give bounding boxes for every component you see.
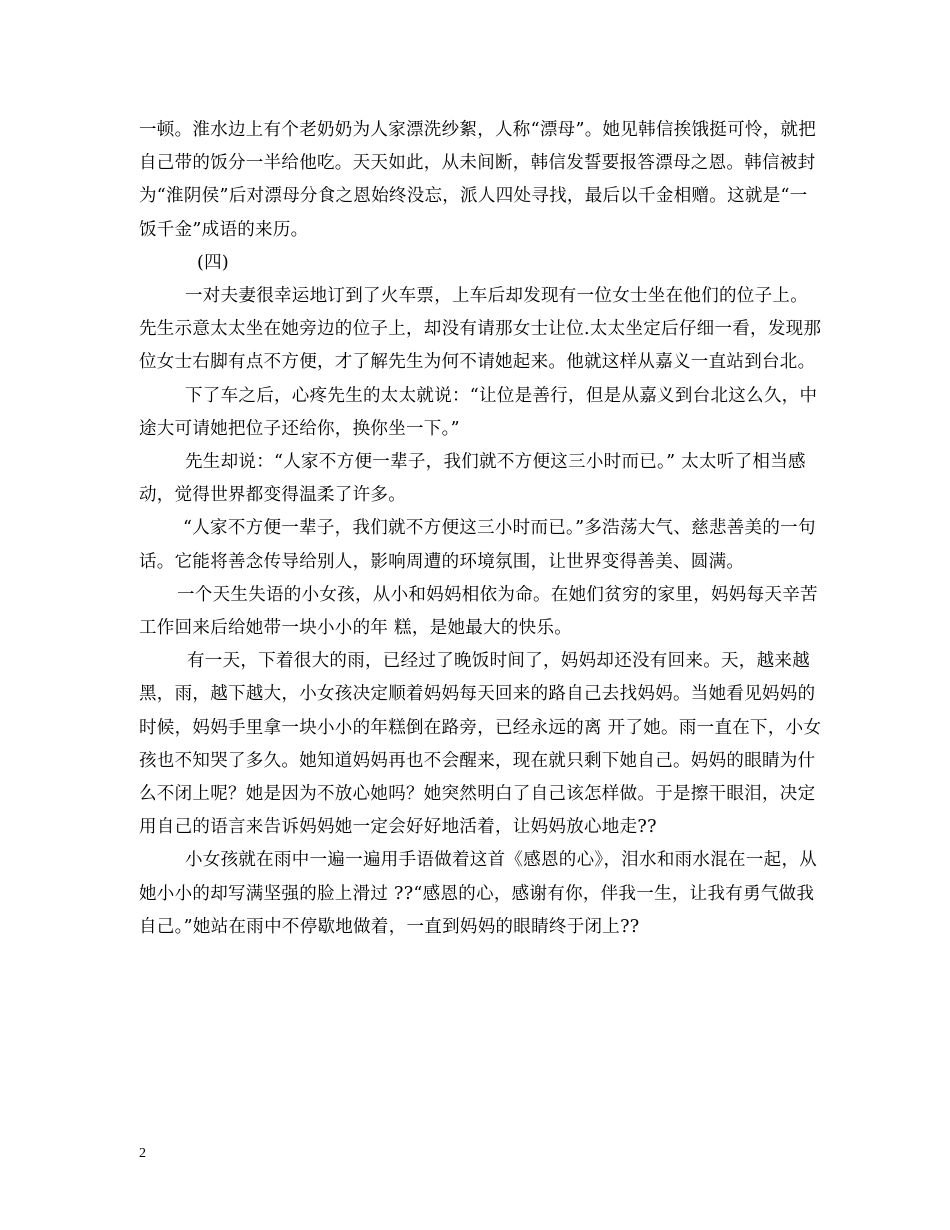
paragraph-8: 小女孩就在雨中一遍一遍用手语做着这首《感恩的心》，泪水和雨水混在一起，从她小小的却写满坚强的脸上滑过 ??“感恩的心，感谢有你，伴我一生，让我有勇气做我自己。”她站在雨中不停歇地做着，一直到妈妈的眼睛终于闭上?? [139, 850, 818, 937]
paragraph-1: 一顿。淮水边上有个老奶奶为人家漂洗纱絮，人称“漂母”。她见韩信挨饿挺可怜，就把自己带的饭分一半给他吃。天天如此，从未间断，韩信发誓要报答漂母之恩。韩信被封为“淮阴侯”后对漂母分食之恩始终没忘，派人四处寻找，最后以千金相赠。这就是“一饭千金”成语的来历。 [139, 120, 817, 240]
paragraph-6: 一个天生失语的小女孩，从小和妈妈相依为命。在她们贫穷的家里，妈妈每天辛苦工作回来后给她带一块小小的年 糕，是她最大的快乐。 [139, 584, 818, 639]
paragraph-5: “人家不方便一辈子，我们就不方便这三小时而已。”多浩荡大气、慈悲善美的一句话。它能将善念传导给别人，影响周遭的环境氛围，让世界变得善美、圆满。 [139, 518, 816, 572]
paragraph-7: 有一天，下着很大的雨，已经过了晚饭时间了，妈妈却还没有回来。天，越来越黑，雨，越下越大，小女孩决定顺着妈妈每天回来的路自己去找妈妈。当她看见妈妈的时候，妈妈手里拿一块小小的年糕倒在路旁，已经永远的离 开了她。雨一直在下，小女孩也不知哭了多久。她知道妈妈再也不会醒来，现在就只剩下她自己。妈妈的眼睛为什么不闭上呢？她是因为不放心她吗？她突然明白了自己该怎样做。于是擦干眼泪，决定用自己的语言来告诉妈妈她一定会好好地活着，让妈妈放心地走?? [139, 651, 822, 838]
paragraph-2: 一对夫妻很幸运地订到了火车票，上车后却发现有一位女士坐在他们的位子上。先生示意太太坐在她旁边的位子上，却没有请那女士让位.太太坐定后仔细一看，发现那位女士右脚有点不方便，才了解先生为何不请她起来。他就这样从嘉义一直站到台北。 [139, 286, 822, 373]
body-text [139, 114, 825, 944]
paragraph-3: 下了车之后，心疼先生的太太就说：“让位是善行，但是从嘉义到台北这么久，中途大可请她把位子还给你，换你坐一下。” [139, 385, 818, 439]
section-heading: (四) [197, 252, 230, 273]
page-number: 2 [139, 1146, 146, 1161]
paragraph-4: 先生却说：“人家不方便一辈子，我们就不方便这三小时而已。” 太太听了相当感动，觉得世界都变得温柔了许多。 [139, 452, 806, 506]
